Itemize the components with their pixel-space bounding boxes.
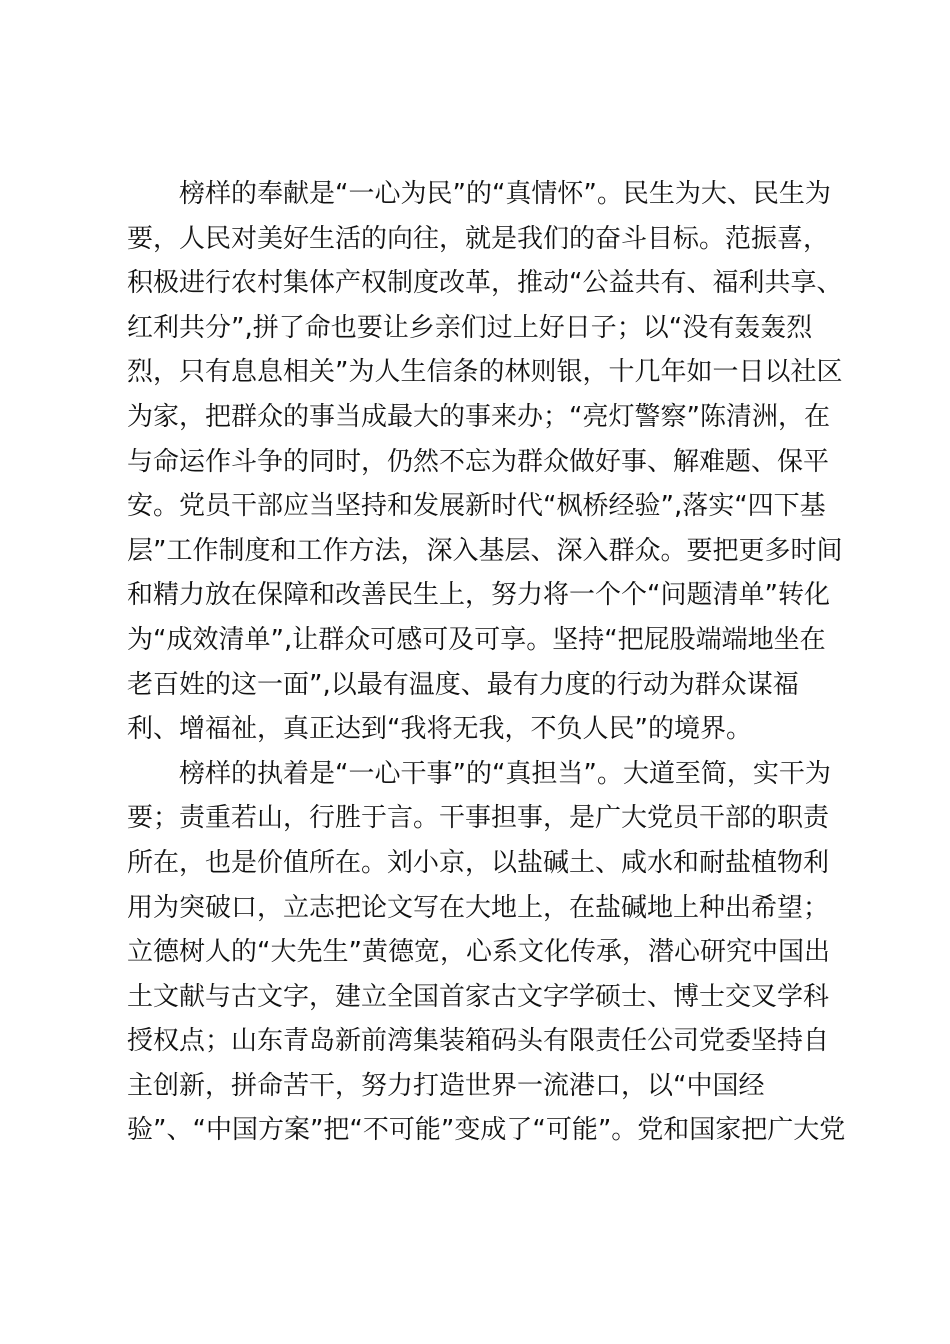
text-line: 烈，只有息息相关”为人生信条的林则银，十几年如一日以社区 [127, 357, 843, 388]
text-line: 主创新，拼命苦干，努力打造世界一流港口，以“中国经 [127, 1070, 765, 1101]
text-line: 榜样的奉献是“一心为民”的“真情怀”。民生为大、民生为 [179, 179, 831, 209]
text-line: 安。党员干部应当坚持和发展新时代“枫桥经验”,落实“四下基 [127, 491, 826, 522]
text-line: 要；责重若山，行胜于言。干事担事，是广大党员干部的职责 [127, 803, 830, 834]
text-line: 所在，也是价值所在。刘小京，以盐碱土、咸水和耐盐植物利 [127, 847, 830, 878]
text-line: 土文献与古文字，建立全国首家古文字学硕士、博士交叉学科 [127, 981, 830, 1012]
text-line: 和精力放在保障和改善民生上，努力将一个个“问题清单”转化 [127, 580, 830, 611]
text-line: 与命运作斗争的同时，仍然不忘为群众做好事、解难题、保平 [127, 446, 830, 477]
text-line: 老百姓的这一面”,以最有温度、最有力度的行动为群众谋福 [127, 669, 799, 700]
text-line: 立德树人的“大先生”黄德宽，心系文化传承，潜心研究中国出 [127, 937, 830, 968]
text-line: 利、增福祉，真正达到“我将无我，不负人民”的境界。 [127, 714, 752, 745]
text-line: 为“成效清单”,让群众可感可及可享。坚持“把屁股端端地坐在 [127, 624, 826, 655]
text-line: 层”工作制度和工作方法，深入基层、深入群众。要把更多时间 [127, 535, 843, 566]
text-line: 验”、“中国方案”把“不可能”变成了“可能”。党和国家把广大党 [127, 1115, 846, 1146]
paragraph-2 [127, 752, 847, 1153]
text-line: 用为突破口，立志把论文写在大地上，在盐碱地上种出希望； [127, 892, 830, 923]
body-text [127, 172, 847, 1153]
paragraph-1 [127, 172, 847, 752]
text-line: 为家，把群众的事当成最大的事来办；“亮灯警察”陈清洲，在 [127, 401, 830, 432]
text-line: 积极进行农村集体产权制度改革，推动“公益共有、福利共享、 [127, 268, 843, 299]
text-line: 要，人民对美好生活的向往，就是我们的奋斗目标。范振喜， [127, 223, 830, 254]
text-line: 授权点；山东青岛新前湾集装箱码头有限责任公司党委坚持自 [127, 1026, 830, 1057]
text-line: 红利共分”,拼了命也要让乡亲们过上好日子；以“没有轰轰烈 [127, 312, 813, 343]
text-line: 榜样的执着是“一心干事”的“真担当”。大道至简，实干为 [179, 758, 831, 789]
